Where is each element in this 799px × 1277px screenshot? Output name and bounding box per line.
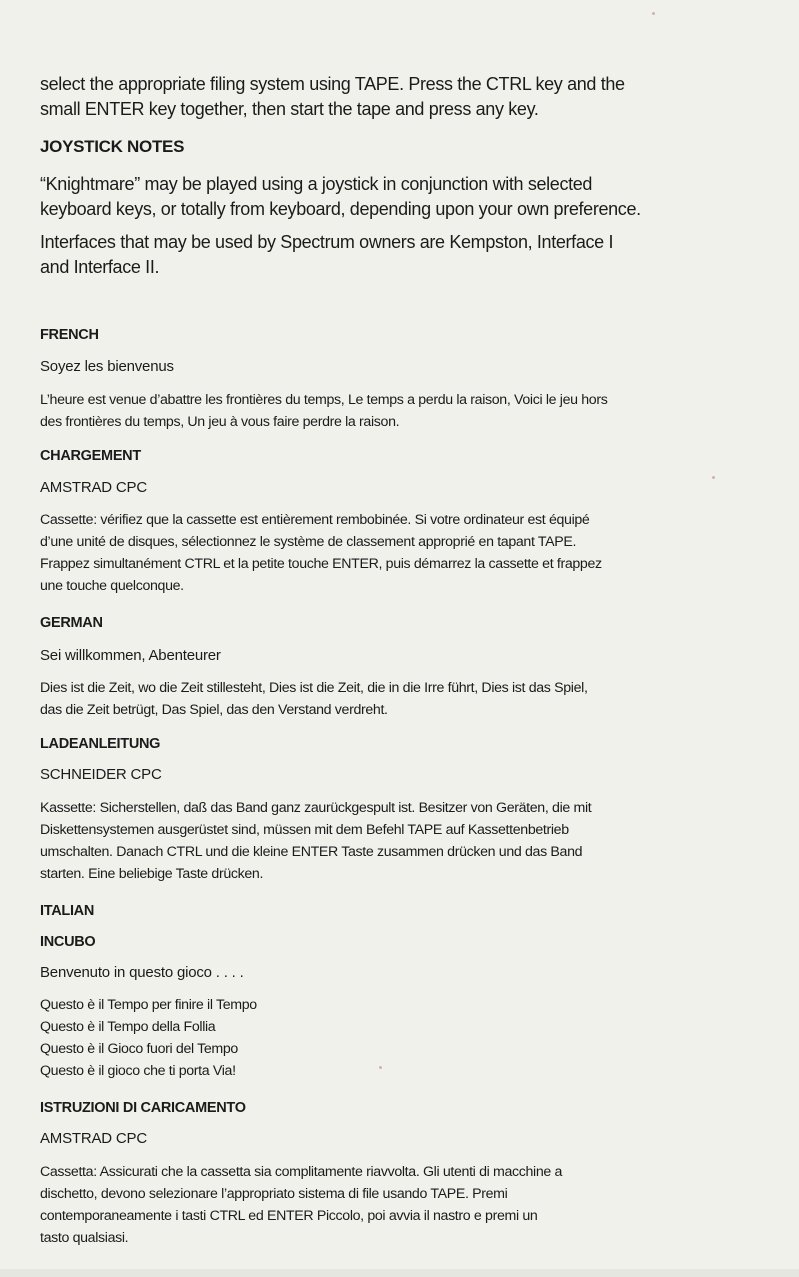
text-line: Dies ist die Zeit, wo die Zeit stillesteht, Dies ist die Zeit, die in die Irre führt, Dies ist das Spiel, bbox=[40, 680, 588, 696]
text-line: une touche quelconque. bbox=[40, 578, 184, 594]
french-machine: AMSTRAD CPC bbox=[40, 479, 147, 496]
text-line: Diskettensystemen ausgerüstet sind, müssen mit dem Befehl TAPE auf Kassettenbetrieb bbox=[40, 822, 569, 838]
french-instructions bbox=[40, 509, 602, 597]
german-greeting: Sei willkommen, Abenteurer bbox=[40, 647, 221, 664]
text-line: contemporaneamente i tasti CTRL ed ENTER Piccolo, poi avvia il nastro e premi un bbox=[40, 1208, 538, 1224]
text-line: umschalten. Danach CTRL und die kleine ENTER Taste zusammen drücken und das Band bbox=[40, 844, 583, 860]
text-line: tasto qualsiasi. bbox=[40, 1230, 129, 1246]
paper-speck bbox=[652, 12, 655, 15]
text-line: “Knightmare” may be played using a joystick in conjunction with selected bbox=[40, 174, 593, 194]
german-instructions bbox=[40, 797, 591, 885]
text-line: select the appropriate filing system using TAPE. Press the CTRL key and the bbox=[40, 74, 625, 94]
text-line: des frontières du temps, Un jeu à vous faire perdre la raison. bbox=[40, 414, 400, 430]
italian-instructions bbox=[40, 1161, 562, 1249]
text-line: das die Zeit betrügt, Das Spiel, das den Verstand verdreht. bbox=[40, 702, 388, 718]
text-line: and Interface II. bbox=[40, 257, 160, 277]
german-verse bbox=[40, 677, 588, 721]
italian-title: INCUBO bbox=[40, 934, 96, 950]
french-loading-heading: CHARGEMENT bbox=[40, 448, 141, 464]
text-line: Cassetta: Assicurati che la cassetta sia complitamente riavvolta. Gli utenti di macchine a bbox=[40, 1164, 563, 1180]
text-line: Interfaces that may be used by Spectrum owners are Kempston, Interface I bbox=[40, 232, 614, 252]
paper-speck bbox=[712, 476, 715, 479]
verse-line: Questo è il Tempo della Follia bbox=[40, 1019, 216, 1035]
text-line: small ENTER key together, then start the tape and press any key. bbox=[40, 99, 539, 119]
italian-heading: ITALIAN bbox=[40, 903, 95, 919]
text-line: L’heure est venue d’abattre les frontières du temps, Le temps a perdu la raison, Voici le jeu hors bbox=[40, 392, 608, 408]
italian-verse bbox=[40, 994, 257, 1082]
german-loading-heading: LADEANLEITUNG bbox=[40, 736, 161, 752]
french-verse bbox=[40, 389, 607, 433]
joystick-paragraph-2 bbox=[40, 230, 613, 280]
french-heading: FRENCH bbox=[40, 327, 99, 343]
text-line: Kassette: Sicherstellen, daß das Band ganz zaurückgespult ist. Besitzer von Geräten, die mit bbox=[40, 800, 592, 816]
text-line: d’une unité de disques, sélectionnez le système de classement approprié en tapant TAPE. bbox=[40, 534, 577, 550]
paper-speck bbox=[379, 1066, 382, 1069]
italian-greeting: Benvenuto in questo gioco . . . . bbox=[40, 964, 244, 981]
french-greeting: Soyez les bienvenus bbox=[40, 358, 174, 375]
verse-line: Questo è il Tempo per finire il Tempo bbox=[40, 997, 257, 1013]
text-line: keyboard keys, or totally from keyboard, depending upon your own preference. bbox=[40, 199, 641, 219]
text-line: dischetto, devono selezionare l’appropriato sistema di file usando TAPE. Premi bbox=[40, 1186, 508, 1202]
italian-machine: AMSTRAD CPC bbox=[40, 1130, 147, 1147]
verse-line: Questo è il gioco che ti porta Via! bbox=[40, 1063, 236, 1079]
text-line: Frappez simultanément CTRL et la petite touche ENTER, puis démarrez la cassette et frappez bbox=[40, 556, 602, 572]
german-heading: GERMAN bbox=[40, 615, 103, 631]
german-machine: SCHNEIDER CPC bbox=[40, 766, 162, 783]
joystick-paragraph-1 bbox=[40, 172, 641, 222]
text-line: Cassette: vérifiez que la cassette est entièrement rembobinée. Si votre ordinateur est équipé bbox=[40, 512, 590, 528]
italian-loading-heading: ISTRUZIONI DI CARICAMENTO bbox=[40, 1100, 246, 1116]
intro-paragraph bbox=[40, 72, 625, 122]
verse-line: Questo è il Gioco fuori del Tempo bbox=[40, 1041, 238, 1057]
joystick-notes-heading: JOYSTICK NOTES bbox=[40, 137, 185, 156]
text-line: starten. Eine beliebige Taste drücken. bbox=[40, 866, 264, 882]
